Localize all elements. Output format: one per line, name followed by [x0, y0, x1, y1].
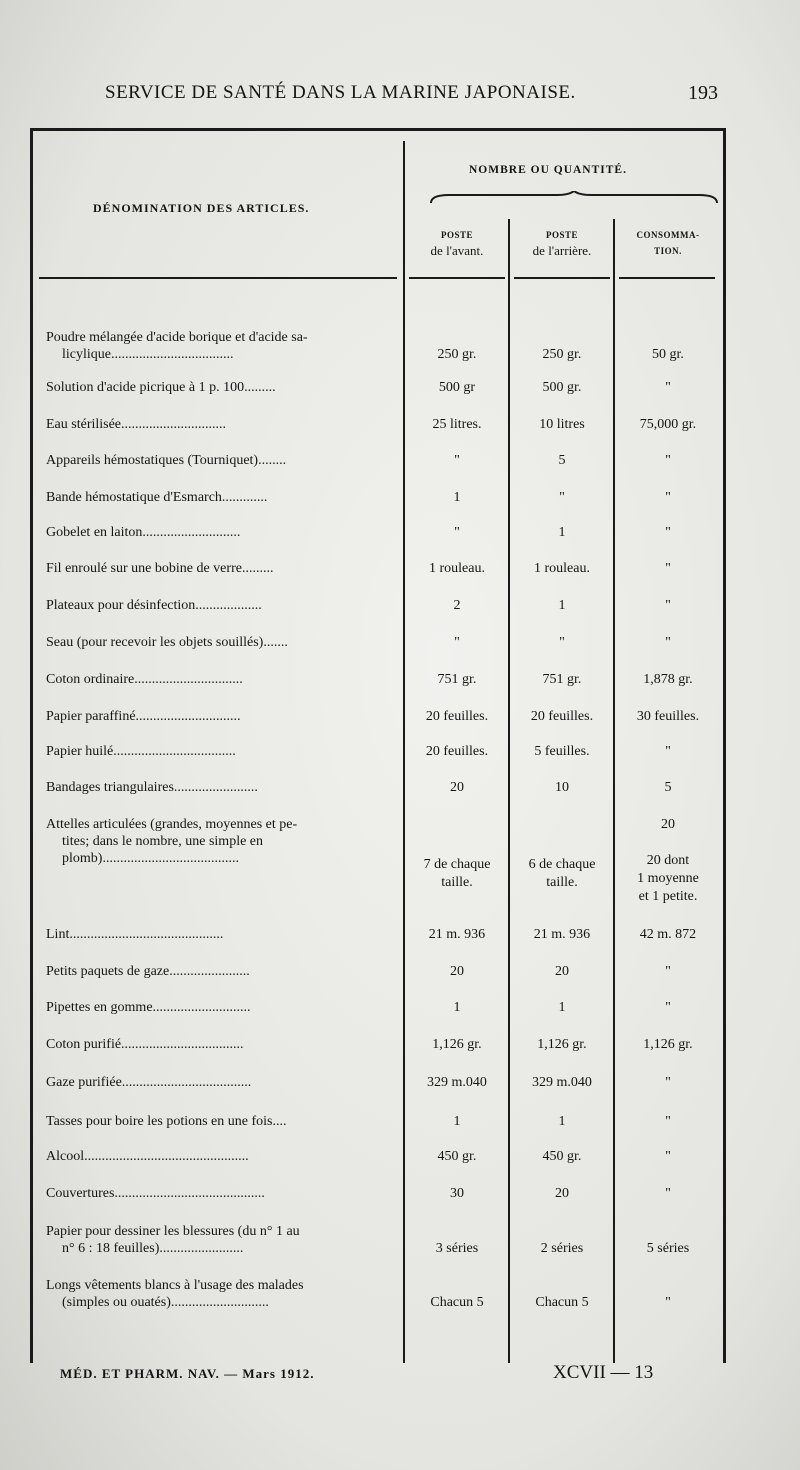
qty-consommation: 1,878 gr. — [643, 672, 693, 687]
qty-avant: 1,126 gr. — [432, 1037, 482, 1052]
qty-consommation: 50 gr. — [652, 347, 684, 362]
article-name-line: Bandages triangulaires........................ — [46, 780, 258, 795]
qty-avant: " — [454, 635, 460, 650]
qty-consommation: 75,000 gr. — [639, 417, 697, 432]
page-number: 193 — [688, 82, 718, 104]
article-name-line: tites; dans le nombre, une simple en — [62, 834, 264, 849]
qty-consommation: " — [665, 598, 671, 613]
qty-consommation: 30 feuilles. — [636, 709, 700, 724]
qty-avant: 2 — [453, 598, 461, 613]
qty-avant: 1 — [453, 1114, 461, 1129]
article-name-line: (simples ou ouatés)............................ — [62, 1295, 269, 1310]
column-header-denomination: DÉNOMINATION DES ARTICLES. — [93, 201, 310, 215]
qty-consommation: " — [665, 1149, 671, 1164]
qty-arriere: 10 — [555, 780, 569, 795]
article-name-line: Lint............................................ — [46, 927, 224, 942]
header-rule — [619, 277, 715, 279]
article-name — [46, 560, 398, 577]
subheader-arriere: POSTE de l'arrière. — [532, 230, 592, 258]
article-name — [46, 1074, 398, 1091]
qty-avant: 21 m. 936 — [428, 927, 486, 942]
qty-avant: 20 — [450, 780, 464, 795]
article-name-line: Papier pour dessiner les blessures (du n° 1 au — [46, 1224, 300, 1239]
qty-consommation: " — [665, 635, 671, 650]
qty-arriere: 250 gr. — [542, 347, 582, 362]
qty-consommation: 20 20 dont 1 moyenne et 1 petite. — [637, 817, 699, 904]
qty-arriere: 1 — [558, 1114, 566, 1129]
article-name — [46, 743, 398, 760]
qty-arriere: 20 — [555, 964, 569, 979]
article-name-line: Seau (pour recevoir les objets souillés)....... — [46, 635, 288, 650]
footer-signature: XCVII — 13 — [553, 1362, 654, 1383]
qty-arriere: 1 rouleau. — [534, 561, 590, 576]
qty-arriere: 5 feuilles. — [534, 744, 590, 759]
article-name — [46, 329, 398, 363]
qty-consommation: " — [665, 380, 671, 395]
qty-arriere: 6 de chaque taille. — [528, 857, 596, 890]
qty-arriere: 10 litres — [539, 417, 585, 432]
article-name — [46, 452, 398, 469]
qty-avant: 250 gr. — [437, 347, 477, 362]
qty-arriere: 1 — [558, 1000, 566, 1015]
qty-arriere: 500 gr. — [542, 380, 582, 395]
article-name-line: Poudre mélangée d'acide borique et d'acide sa- — [46, 330, 308, 345]
qty-arriere: 20 — [555, 1186, 569, 1201]
qty-arriere: 21 m. 936 — [533, 927, 591, 942]
article-name-line: Papier huilé................................... — [46, 744, 236, 759]
qty-arriere: 1 — [558, 525, 566, 540]
article-name — [46, 524, 398, 541]
qty-arriere: 20 feuilles. — [530, 709, 594, 724]
qty-consommation: 5 séries — [646, 1241, 690, 1256]
qty-avant: 20 feuilles. — [425, 709, 489, 724]
article-name-line: n° 6 : 18 feuilles)........................ — [62, 1241, 244, 1256]
column-header-group: NOMBRE OU QUANTITÉ. — [469, 164, 627, 176]
article-name-line: plomb)....................................... — [62, 851, 239, 866]
article-name — [46, 1277, 398, 1311]
article-name-line: Coton purifié................................... — [46, 1037, 244, 1052]
footer-journal: MÉD. ET PHARM. NAV. — Mars 1912. — [60, 1366, 315, 1381]
qty-consommation: " — [665, 1075, 671, 1090]
article-name — [46, 926, 398, 943]
article-name-line: Alcool............................................... — [46, 1149, 249, 1164]
qty-avant: 1 rouleau. — [429, 561, 485, 576]
qty-avant: 450 gr. — [437, 1149, 477, 1164]
supply-table — [30, 128, 726, 1363]
subheader-consommation: CONSOMMA- TION. — [636, 230, 700, 256]
subheader-avant: POSTE de l'avant. — [430, 230, 484, 258]
qty-avant: 30 — [450, 1186, 464, 1201]
article-name — [46, 597, 398, 614]
qty-arriere: 329 m.040 — [532, 1075, 592, 1090]
qty-consommation: " — [665, 1000, 671, 1015]
qty-consommation: " — [665, 744, 671, 759]
header-rule — [409, 277, 505, 279]
article-name — [46, 1113, 398, 1130]
article-name-line: Appareils hémostatiques (Tourniquet)........ — [46, 453, 287, 468]
article-name — [46, 708, 398, 725]
qty-avant: 20 — [450, 964, 464, 979]
qty-avant: 751 gr. — [437, 672, 477, 687]
qty-avant: " — [454, 525, 460, 540]
qty-arriere: 1,126 gr. — [537, 1037, 587, 1052]
article-name — [46, 779, 398, 796]
article-name-line: Papier paraffiné.............................. — [46, 709, 241, 724]
article-name — [46, 634, 398, 651]
article-name-line: Bande hémostatique d'Esmarch............. — [46, 490, 268, 505]
page-footer — [0, 1362, 800, 1392]
article-name-line: Petits paquets de gaze....................... — [46, 964, 250, 979]
header-rule — [39, 277, 397, 279]
qty-consommation: 1,126 gr. — [643, 1037, 693, 1052]
qty-avant: Chacun 5 — [430, 1295, 484, 1310]
brace-icon — [429, 191, 719, 205]
article-name-line: Pipettes en gomme............................ — [46, 1000, 251, 1015]
qty-avant: 1 — [453, 1000, 461, 1015]
article-name — [46, 816, 398, 867]
article-name-line: Gobelet en laiton............................ — [46, 525, 241, 540]
article-name — [46, 671, 398, 688]
article-name-line: Gaze purifiée..................................... — [46, 1075, 252, 1090]
article-name-line: Eau stérilisée.............................. — [46, 417, 227, 432]
article-name-line: Plateaux pour désinfection................... — [46, 598, 262, 613]
qty-arriere: Chacun 5 — [535, 1295, 589, 1310]
article-name-line: licylique................................... — [62, 347, 234, 362]
article-name-line: Couvertures........................................... — [46, 1186, 265, 1201]
qty-arriere: 5 — [558, 453, 566, 468]
qty-arriere: 2 séries — [540, 1241, 584, 1256]
qty-consommation: 5 — [664, 780, 672, 795]
qty-avant: " — [454, 453, 460, 468]
article-name-line: Attelles articulées (grandes, moyennes et pe- — [46, 817, 298, 832]
article-name — [46, 416, 398, 433]
article-name — [46, 1223, 398, 1257]
article-name — [46, 1185, 398, 1202]
qty-avant: 1 — [453, 490, 461, 505]
article-name-line: Fil enroulé sur une bobine de verre......... — [46, 561, 274, 576]
qty-arriere: 751 gr. — [542, 672, 582, 687]
article-name — [46, 1148, 398, 1165]
qty-consommation: 42 m. 872 — [639, 927, 697, 942]
article-name-line: Tasses pour boire les potions en une fois.... — [46, 1114, 287, 1129]
article-name-line: Solution d'acide picrique à 1 p. 100......... — [46, 380, 276, 395]
article-name — [46, 1036, 398, 1053]
qty-avant: 25 litres. — [432, 417, 482, 432]
article-name-line: Coton ordinaire............................... — [46, 672, 243, 687]
article-name — [46, 999, 398, 1016]
qty-consommation: " — [665, 1295, 671, 1310]
qty-avant: 3 séries — [435, 1241, 479, 1256]
qty-avant: 500 gr — [438, 380, 476, 395]
article-name-line: Longs vêtements blancs à l'usage des malades — [46, 1278, 304, 1293]
qty-avant: 7 de chaque taille. — [423, 857, 491, 890]
qty-arriere: 450 gr. — [542, 1149, 582, 1164]
qty-arriere: 1 — [558, 598, 566, 613]
article-name — [46, 963, 398, 980]
qty-consommation: " — [665, 453, 671, 468]
header-rule — [514, 277, 610, 279]
qty-consommation: " — [665, 1114, 671, 1129]
qty-consommation: " — [665, 490, 671, 505]
running-title: SERVICE DE SANTÉ DANS LA MARINE JAPONAISE. — [105, 82, 576, 103]
article-name — [46, 379, 398, 396]
qty-consommation: " — [665, 561, 671, 576]
qty-avant: 329 m.040 — [427, 1075, 487, 1090]
qty-consommation: " — [665, 964, 671, 979]
qty-arriere: " — [559, 490, 565, 505]
running-header — [0, 82, 800, 112]
qty-arriere: " — [559, 635, 565, 650]
article-name — [46, 489, 398, 506]
qty-consommation: " — [665, 525, 671, 540]
qty-avant: 20 feuilles. — [425, 744, 489, 759]
qty-consommation: " — [665, 1186, 671, 1201]
